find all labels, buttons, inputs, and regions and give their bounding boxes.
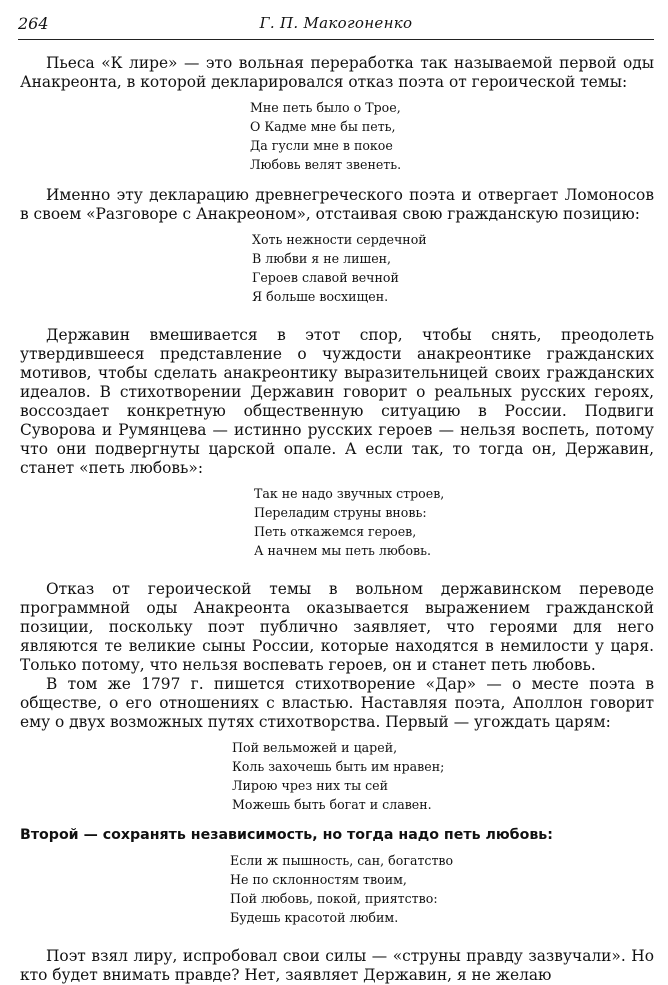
- verse-line: Будешь красотой любим.: [230, 910, 399, 925]
- paragraph-7: Поэт взял лиру, испробовал свои силы — «струны правду зазвучали». Но кто будет внимать правде? Нет, заявляет Державин, я не желаю: [20, 947, 654, 984]
- verse-4: [20, 738, 654, 814]
- verse-line: Коль захочешь быть им нравен;: [232, 759, 445, 774]
- page-header: [18, 14, 654, 36]
- verse-line: Лирою чрез них ты сей: [232, 778, 389, 793]
- verse-line: Пой любовь, покой, приятство:: [230, 891, 438, 906]
- verse-line: Можешь быть богат и славен.: [232, 797, 432, 812]
- verse-line: Любовь велят звенеть.: [250, 157, 402, 172]
- header-rule: [18, 39, 654, 40]
- verse-line: Так не надо звучных строев,: [254, 486, 445, 501]
- running-head: Г. П. Макогоненко: [259, 14, 413, 32]
- verse-line: Пой вельможей и царей,: [232, 740, 398, 755]
- verse-5: [20, 851, 654, 927]
- paragraph-3: Державин вмешивается в этот спор, чтобы снять, преодолеть утвердившееся представление о чуждости анакреонтике гражданских мотивов, чтобы сделать анакреонтику выразительницей своих гражданских идеалов. В стихотворении Державин говорит о реальных русских героях, воссоздает конкретную общественную ситуацию в России. Подвиги Суворова и Румянцева — истинно русских героев — нельзя воспеть, потому что они подвергнуты царской опале. А если так, то тогда он, Державин, станет «петь любовь»:: [20, 326, 654, 477]
- page-number: 264: [18, 14, 49, 33]
- verse-line: Переладим струны вновь:: [254, 505, 427, 520]
- verse-line: В любви я не лишен,: [252, 251, 392, 266]
- verse-1: [20, 98, 654, 174]
- spacer: [20, 318, 654, 326]
- verse-line: Да гусли мне в покое: [250, 138, 393, 153]
- spacer: [20, 939, 654, 947]
- verse-line: Если ж пышность, сан, богатство: [230, 853, 454, 868]
- verse-2: [20, 230, 654, 306]
- paragraph-6: Второй — сохранять независимость, но тогда надо петь любовь:: [20, 827, 553, 843]
- verse-line: Я больше восхищен.: [252, 289, 389, 304]
- verse-line: Хоть нежности сердечной: [252, 232, 427, 247]
- verse-3: [20, 484, 654, 560]
- verse-line: Петь откажемся героев,: [254, 524, 417, 539]
- verse-line: А начнем мы петь любовь.: [254, 543, 431, 558]
- verse-line: Мне петь было о Трое,: [250, 100, 401, 115]
- page-body: [20, 54, 654, 985]
- paragraph-5: В том же 1797 г. пишется стихотворение «Дар» — о месте поэта в обществе, о его отношениях с властью. Наставляя поэта, Аполлон говорит ему о двух возможных путях стихотворства. Первый — угождать царям:: [20, 675, 654, 731]
- spacer: [20, 572, 654, 580]
- paragraph-2: Именно эту декларацию древнегреческого поэта и отвергает Ломоносов в своем «Разговоре с Анакреоном», отстаивая свою гражданскую позицию:: [20, 186, 654, 223]
- paragraph-4: Отказ от героической темы в вольном державинском переводе программной оды Анакреонта оказывается выражением гражданской позиции, поскольку поэт публично заявляет, что героями для него являются те великие сыны России, которые находятся в немилости у царя. Только потому, что нельзя воспевать героев, он и станет петь любовь.: [20, 580, 654, 674]
- verse-line: О Кадме мне бы петь,: [250, 119, 396, 134]
- verse-line: Героев славой вечной: [252, 270, 399, 285]
- verse-line: Не по склонностям твоим,: [230, 872, 407, 887]
- paragraph-1: Пьеса «К лире» — это вольная переработка так называемой первой оды Анакреонта, в которой декларировался отказ поэта от героической темы:: [20, 54, 654, 91]
